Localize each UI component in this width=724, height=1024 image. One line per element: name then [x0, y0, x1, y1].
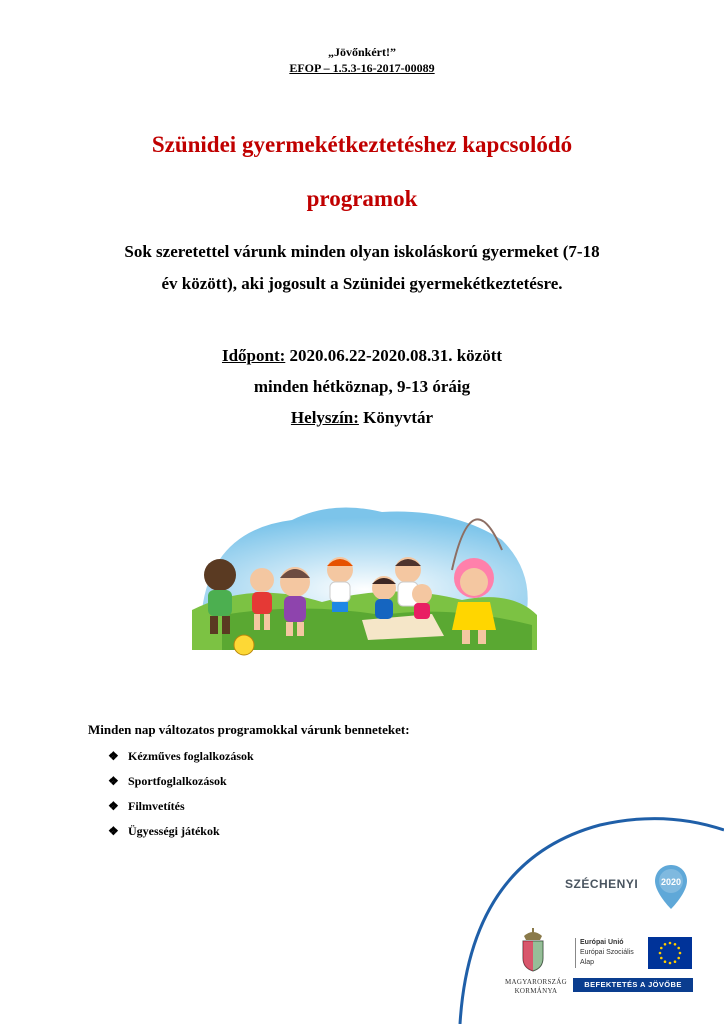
szechenyi-year: 2020 — [660, 877, 682, 887]
page-title — [40, 118, 684, 226]
project-header — [0, 44, 724, 76]
days-row: minden hétköznap, 9-13 óráig — [253, 377, 471, 396]
investment-banner: BEFEKTETÉS A JÖVŐBE — [573, 978, 693, 992]
eu-flag-icon — [648, 937, 692, 969]
intro-line-1: Sok szeretettel várunk minden olyan iskoláskorú gyermeket (7-18 — [124, 242, 600, 261]
time-label: Időpont: — [221, 346, 286, 365]
szechenyi-logo-text: SZÉCHENYI — [565, 877, 639, 891]
schedule-block — [0, 340, 724, 433]
title-line-1: Szünidei gyermekétkeztetéshez kapcsolódó — [151, 132, 573, 157]
time-row — [0, 340, 724, 371]
bullet-icon: ❖ — [108, 799, 119, 813]
szechenyi-pin-icon — [653, 863, 689, 911]
time-value: 2020.06.22-2020.08.31. között — [285, 346, 503, 365]
intro-line-2: év között), aki jogosult a Szünidei gyermekétkeztetésre. — [161, 274, 563, 293]
bullet-icon: ❖ — [108, 774, 119, 788]
project-code: EFOP – 1.5.3-16-2017-00089 — [289, 61, 435, 75]
bullet-icon: ❖ — [108, 824, 119, 838]
project-slogan: „Jövőnkért!” — [328, 45, 396, 59]
place-value: Könyvtár — [358, 408, 434, 427]
place-row — [0, 402, 724, 433]
list-item: ❖ Ügyességi játékok — [108, 819, 410, 844]
list-item: ❖ Kézműves foglalkozások — [108, 744, 410, 769]
title-line-2: programok — [306, 186, 418, 211]
programs-section — [88, 722, 410, 844]
place-label: Helyszín: — [290, 408, 359, 427]
list-item: ❖ Filmvetítés — [108, 794, 410, 819]
ball — [234, 635, 254, 655]
list-item: ❖ Sportfoglalkozások — [108, 769, 410, 794]
government-label: MAGYARORSZÁG KORMÁNYA — [505, 978, 567, 995]
children-illustration — [182, 490, 542, 660]
hungarian-crest-icon — [518, 928, 548, 972]
eu-fund-text: Európai Unió Európai Szociális Alap — [575, 938, 634, 968]
bullet-icon: ❖ — [108, 749, 119, 763]
intro-text — [50, 236, 674, 300]
programs-list — [88, 744, 410, 844]
programs-lead: Minden nap változatos programokkal várunk benneteket: — [88, 722, 410, 737]
